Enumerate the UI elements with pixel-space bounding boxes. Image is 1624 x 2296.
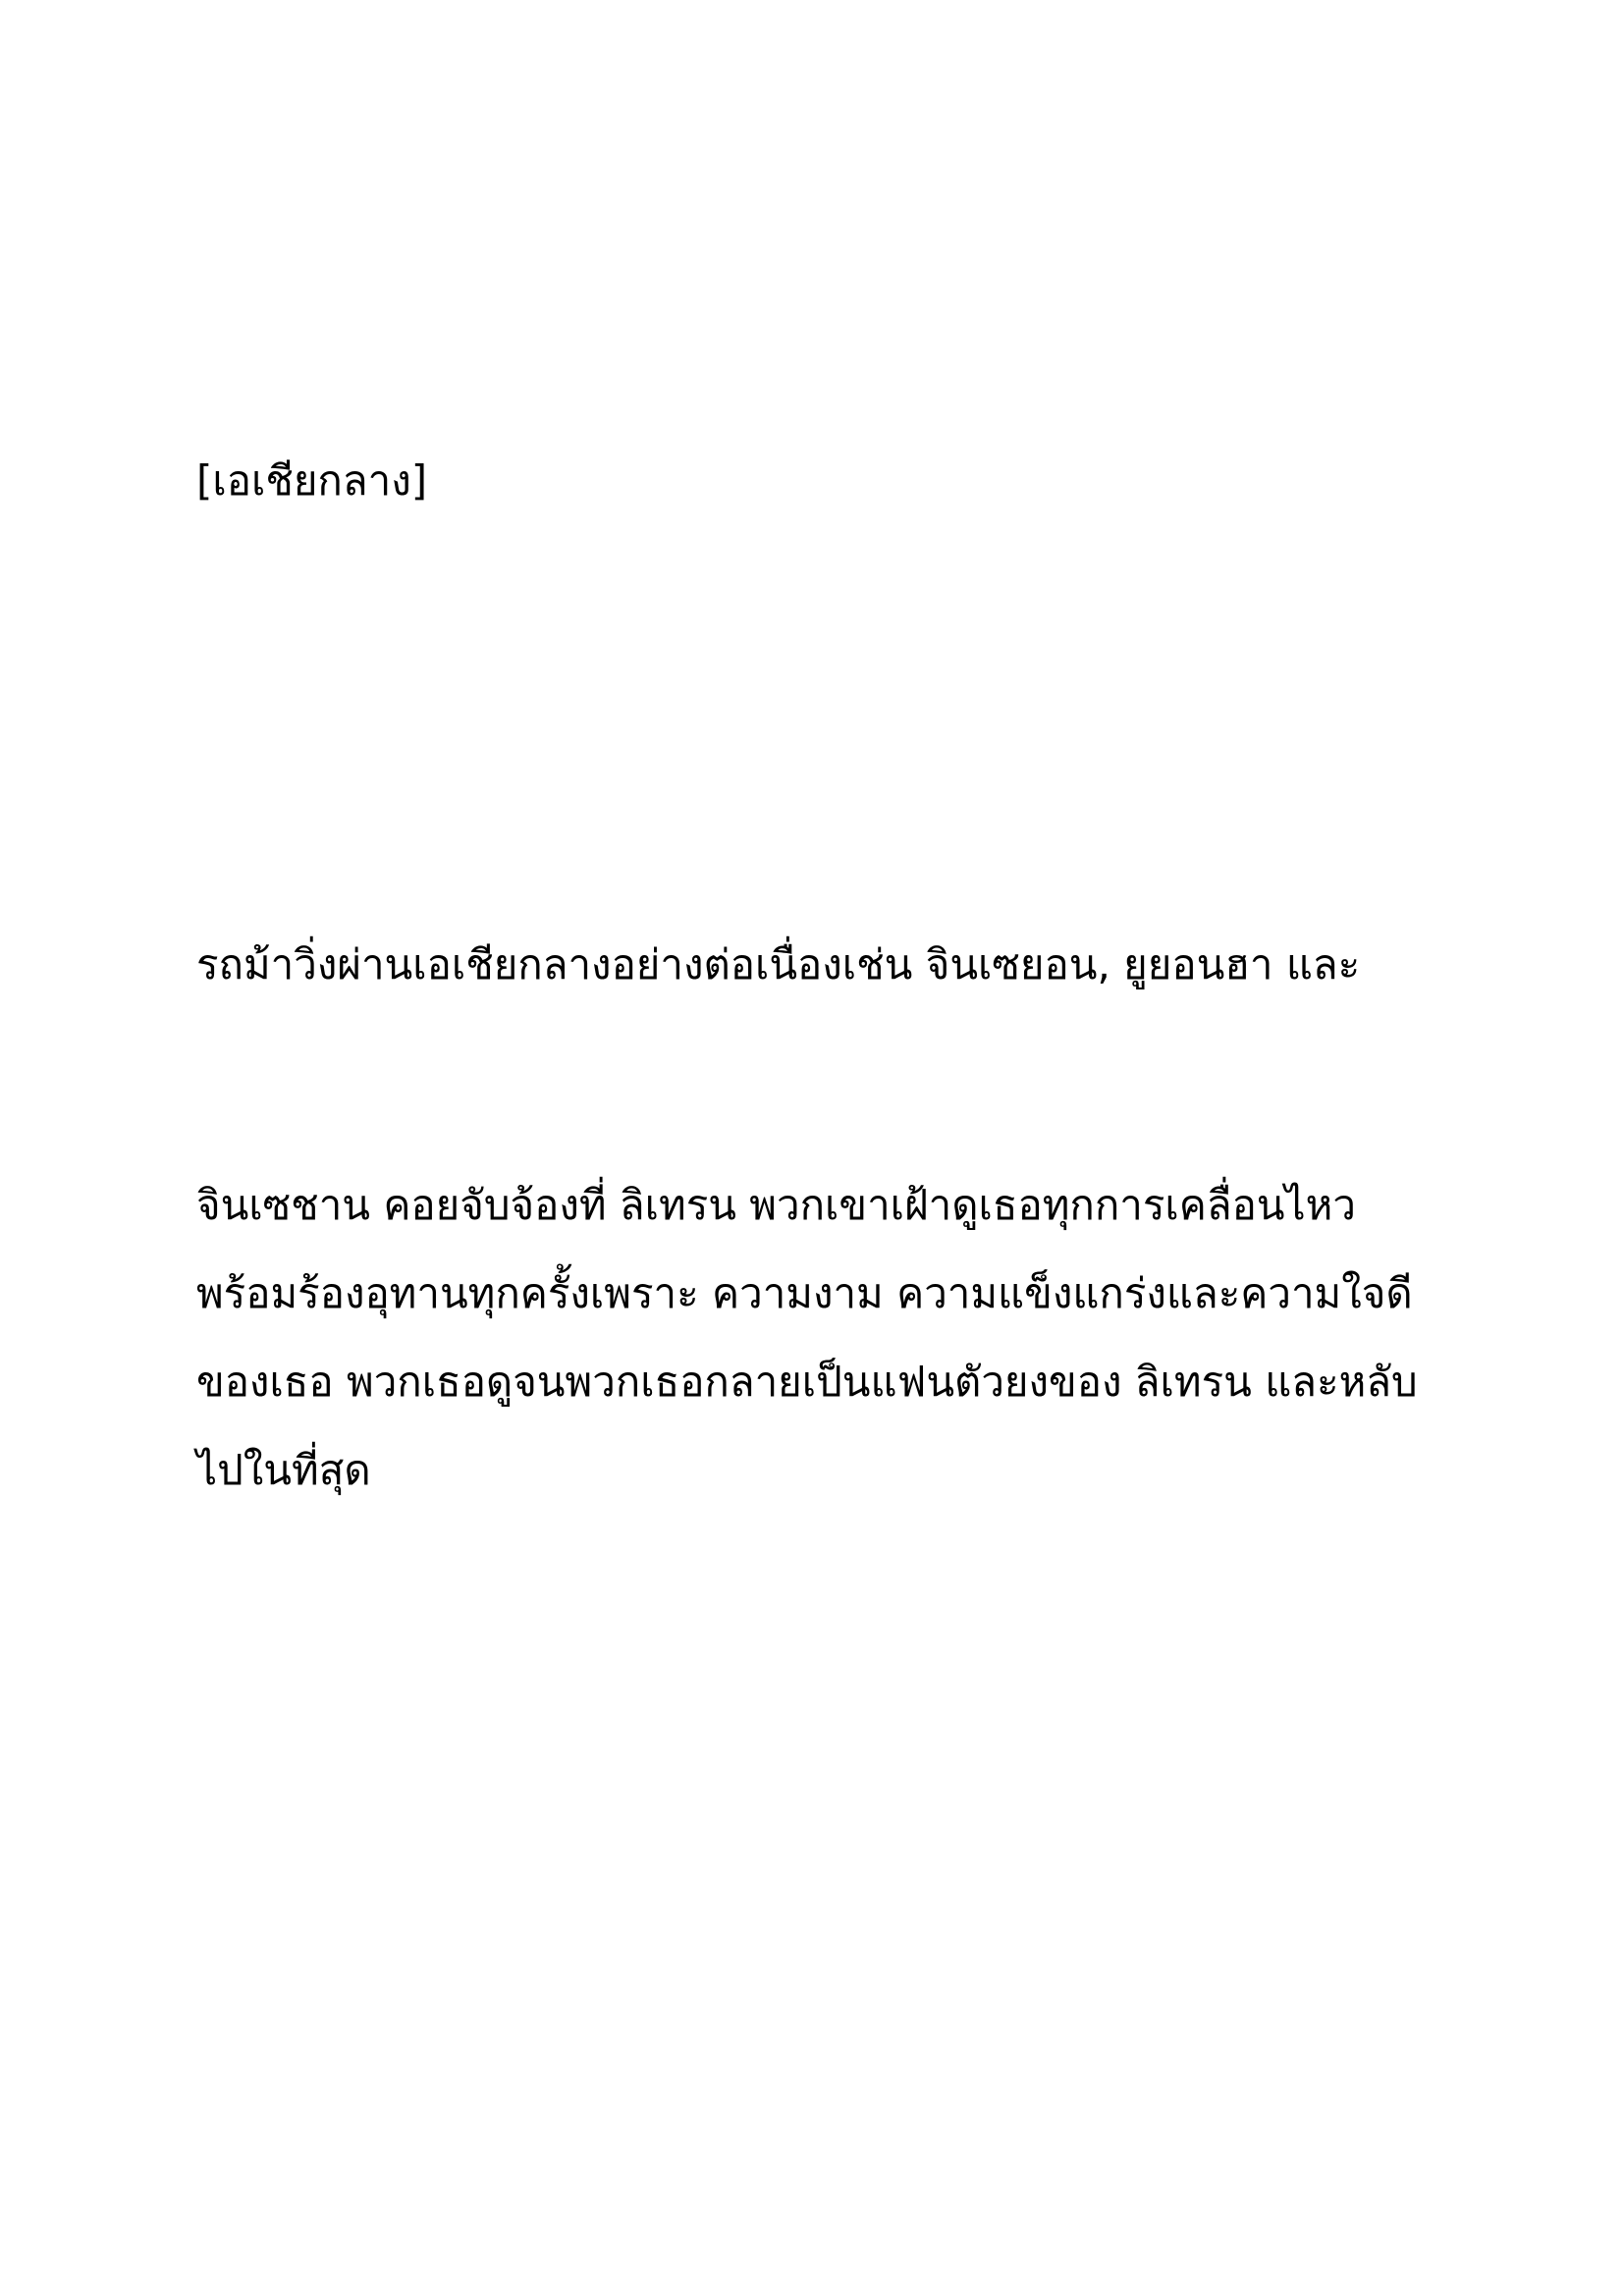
section-heading: [เอเชียกลาง] xyxy=(196,456,428,505)
paragraph-2 xyxy=(196,1178,1418,1531)
paragraph-2-line-2: พร้อมร้องอุทานทุกครั้งเพราะ ความงาม ความแข็งแกร่งและความใจดี xyxy=(196,1269,1413,1317)
paragraph-2-line-3: ของเธอ พวกเธอดูจนพวกเธอกลายเป็นแฟนตัวยงของ ลิเทรน และหลับ xyxy=(196,1358,1418,1406)
paragraph-2-line-1: จินเซชาน คอยจับจ้องที่ ลิเทรน พวกเขาเฝ้าดูเธอทุกการเคลื่อนไหว xyxy=(196,1181,1356,1229)
paragraph-1: รถม้าวิ่งผ่านเอเชียกลางอย่างต่อเนื่องเช่น จินเซยอน, ยูยอนฮา และ xyxy=(196,940,1361,988)
paragraph-2-line-4: ไปในที่สุด xyxy=(196,1446,371,1494)
